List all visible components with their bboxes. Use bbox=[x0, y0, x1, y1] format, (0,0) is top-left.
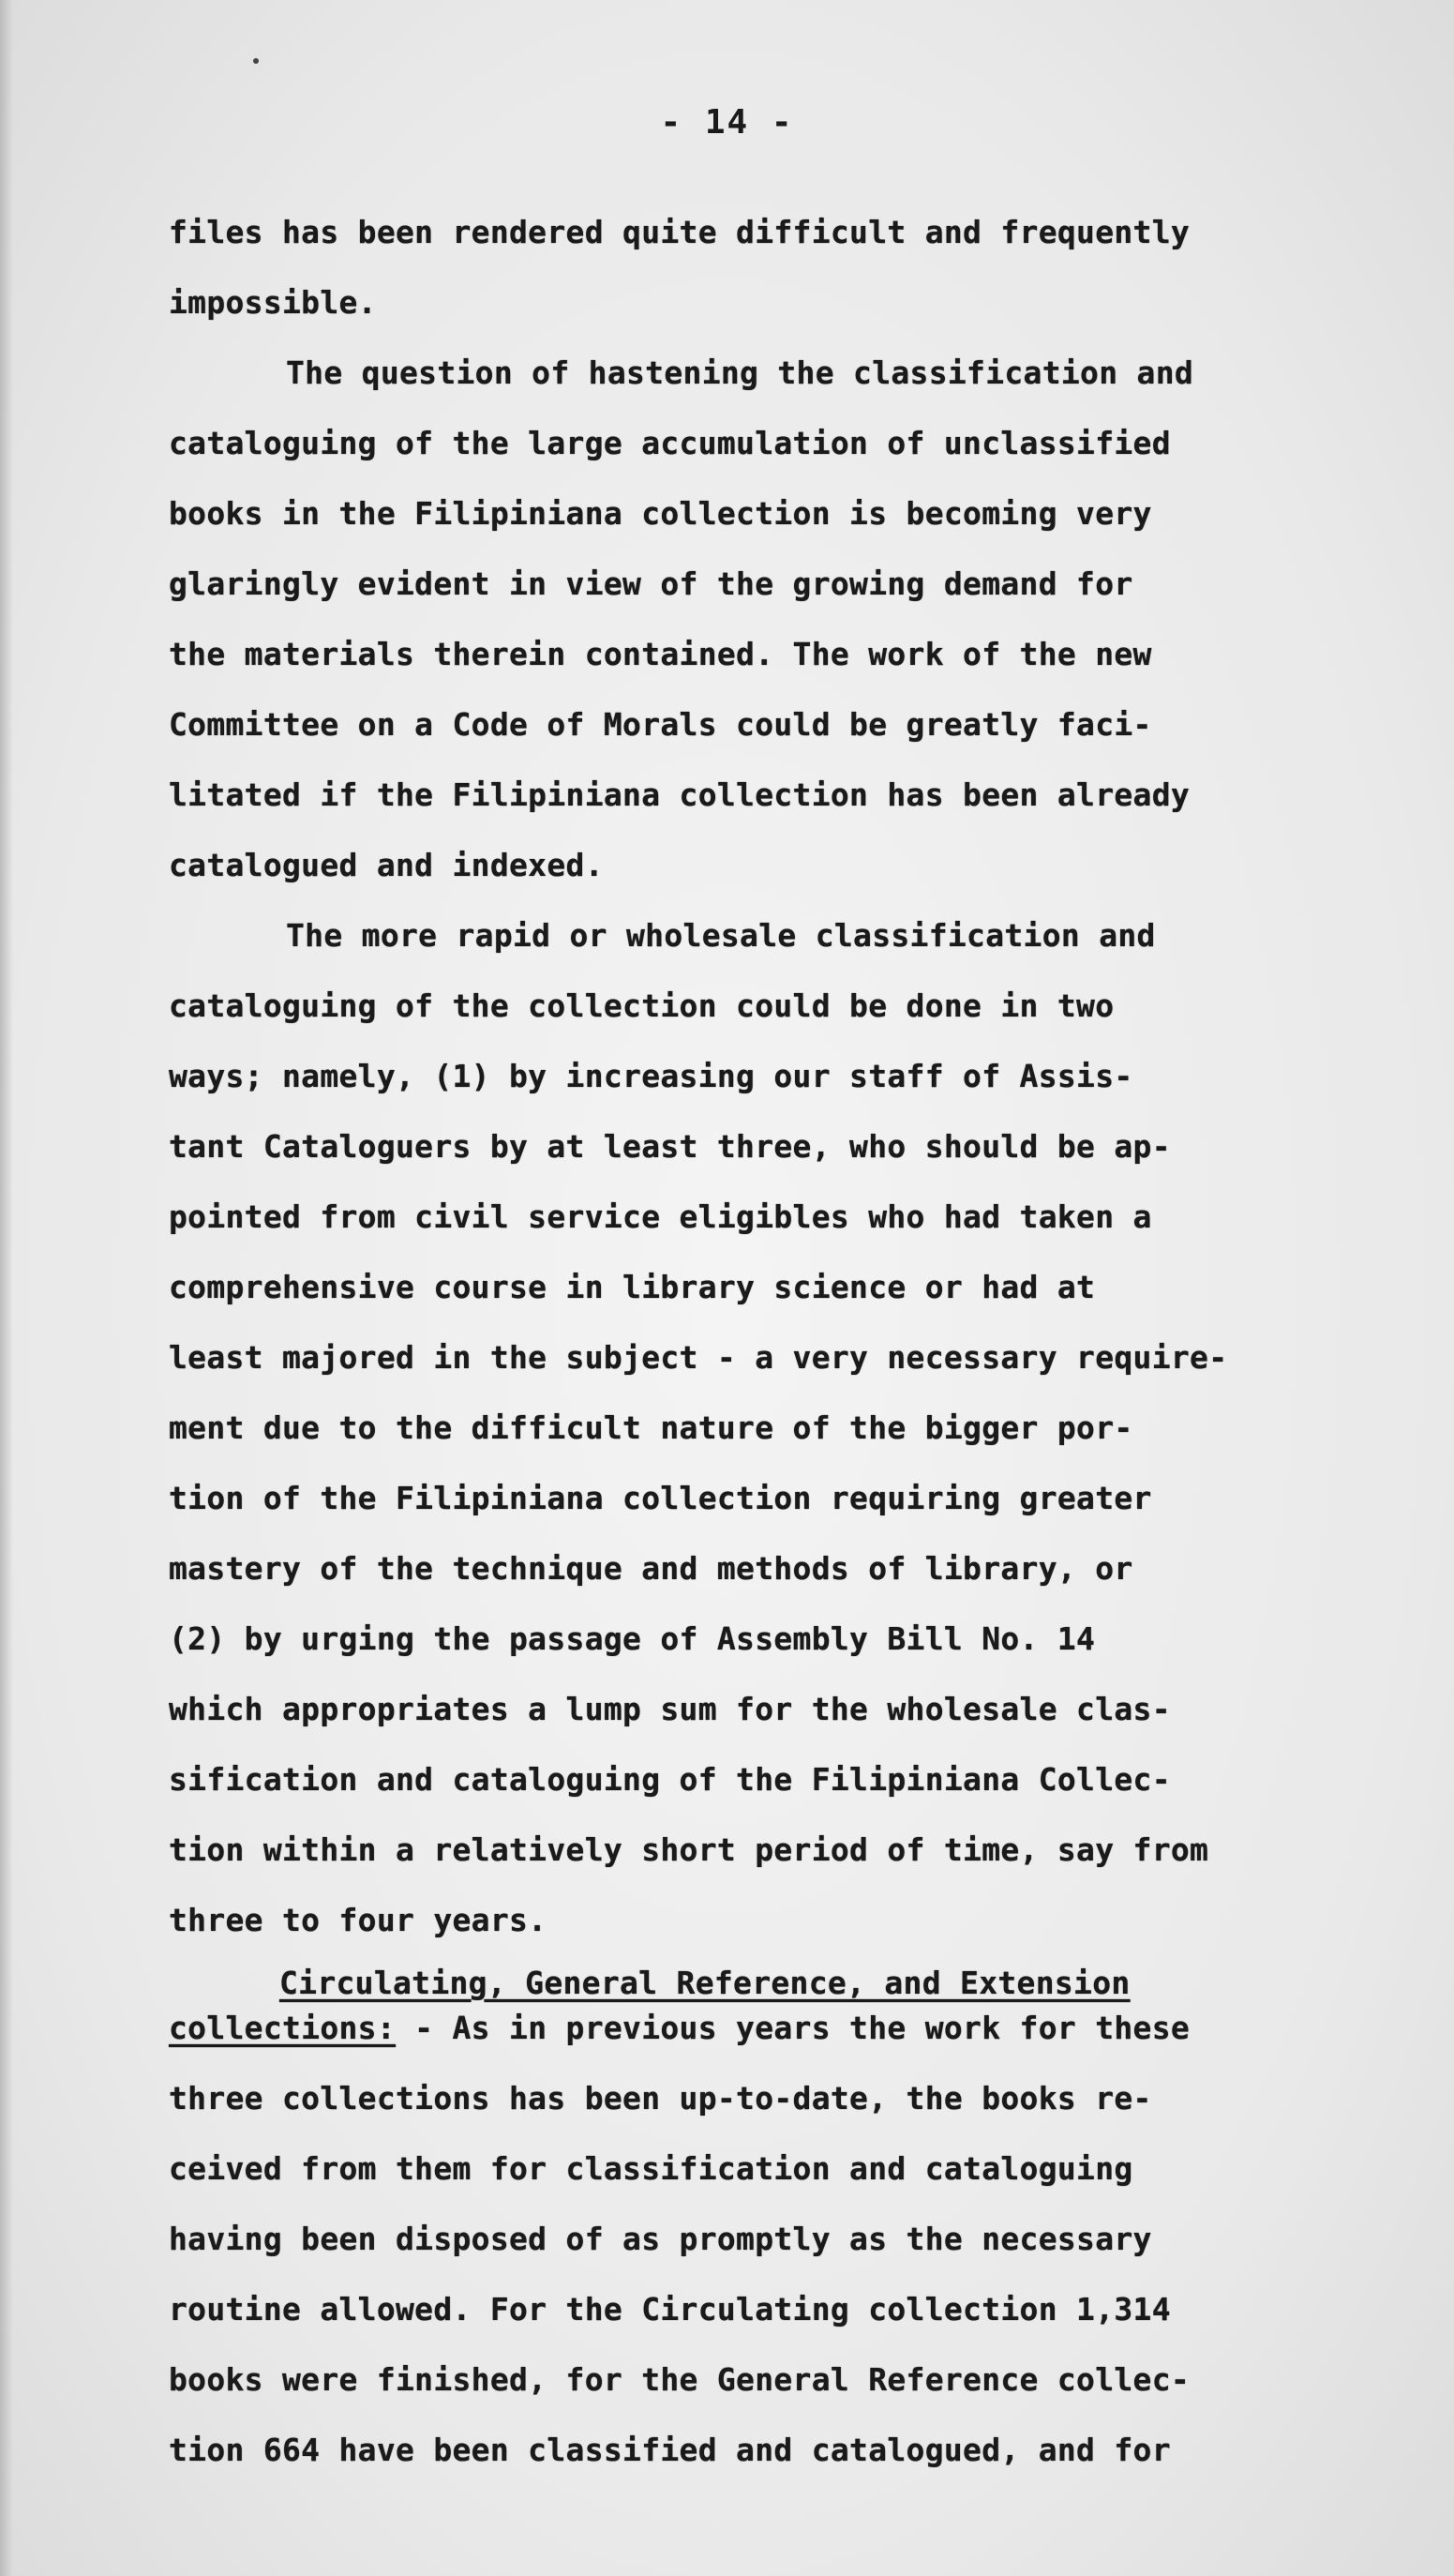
text-line: books were finished, for the General Reference collec- bbox=[169, 2361, 1191, 2398]
text-line: ceived from them for classification and cataloguing bbox=[169, 2150, 1133, 2187]
page-number: - 14 - bbox=[660, 103, 794, 142]
text-line: files has been rendered quite difficult and frequently bbox=[169, 214, 1191, 250]
ink-speck bbox=[253, 58, 259, 64]
paragraph-start-line: The question of hastening the classification and bbox=[286, 354, 1194, 391]
section-heading-line-2 bbox=[169, 1993, 1369, 2063]
text-line: the materials therein contained. The work of the new bbox=[169, 636, 1152, 672]
text-line: books in the Filipiniana collection is becoming very bbox=[169, 495, 1152, 532]
text-line: which appropriates a lump sum for the wholesale clas- bbox=[169, 1691, 1171, 1727]
text-line: tion of the Filipiniana collection requiring greater bbox=[169, 1480, 1152, 1516]
text-line: tion 664 have been classified and catalogued, and for bbox=[169, 2432, 1171, 2468]
text-line: three to four years. bbox=[169, 1902, 547, 1938]
section-heading-line-1 bbox=[169, 1955, 1369, 2001]
section-heading-title-end: collections: bbox=[169, 2010, 397, 2046]
page-edge-shadow bbox=[0, 0, 13, 2576]
text-line: cataloguing of the large accumulation of unclassified bbox=[169, 425, 1171, 461]
text-line: impossible. bbox=[169, 284, 377, 321]
text-line: litated if the Filipiniana collection has been already bbox=[169, 776, 1191, 813]
text-line: cataloguing of the collection could be done in two bbox=[169, 987, 1115, 1024]
text-line: pointed from civil service eligibles who had taken a bbox=[169, 1198, 1152, 1235]
text-line: sification and cataloguing of the Filipiniana Collec- bbox=[169, 1761, 1171, 1798]
text-line: having been disposed of as promptly as the necessary bbox=[169, 2221, 1152, 2257]
text-line: glaringly evident in view of the growing demand for bbox=[169, 565, 1133, 602]
section-heading-title: Circulating, General Reference, and Extension bbox=[279, 1965, 1131, 2001]
text-line: tant Cataloguers by at least three, who should be ap- bbox=[169, 1128, 1171, 1165]
text-line: least majored in the subject - a very necessary require- bbox=[169, 1339, 1228, 1376]
text-line: comprehensive course in library science or had at bbox=[169, 1269, 1096, 1305]
text-line: ways; namely, (1) by increasing our staff of Assis- bbox=[169, 1058, 1133, 1094]
paragraph-start-line: The more rapid or wholesale classification and bbox=[286, 917, 1156, 954]
body-text bbox=[169, 197, 1369, 2485]
text-line: tion within a relatively short period of time, say from bbox=[169, 1831, 1209, 1868]
text-line: Committee on a Code of Morals could be greatly faci- bbox=[169, 706, 1152, 743]
text-line: mastery of the technique and methods of library, or bbox=[169, 1550, 1133, 1587]
text-line: (2) by urging the passage of Assembly Bill No. 14 bbox=[169, 1620, 1096, 1657]
text-line: catalogued and indexed. bbox=[169, 847, 604, 883]
text-line: routine allowed. For the Circulating collection 1,314 bbox=[169, 2291, 1171, 2327]
text-line: three collections has been up-to-date, the books re- bbox=[169, 2080, 1152, 2117]
text-line: ment due to the difficult nature of the bigger por- bbox=[169, 1409, 1133, 1446]
section-heading-text: - As in previous years the work for these bbox=[396, 2010, 1191, 2046]
